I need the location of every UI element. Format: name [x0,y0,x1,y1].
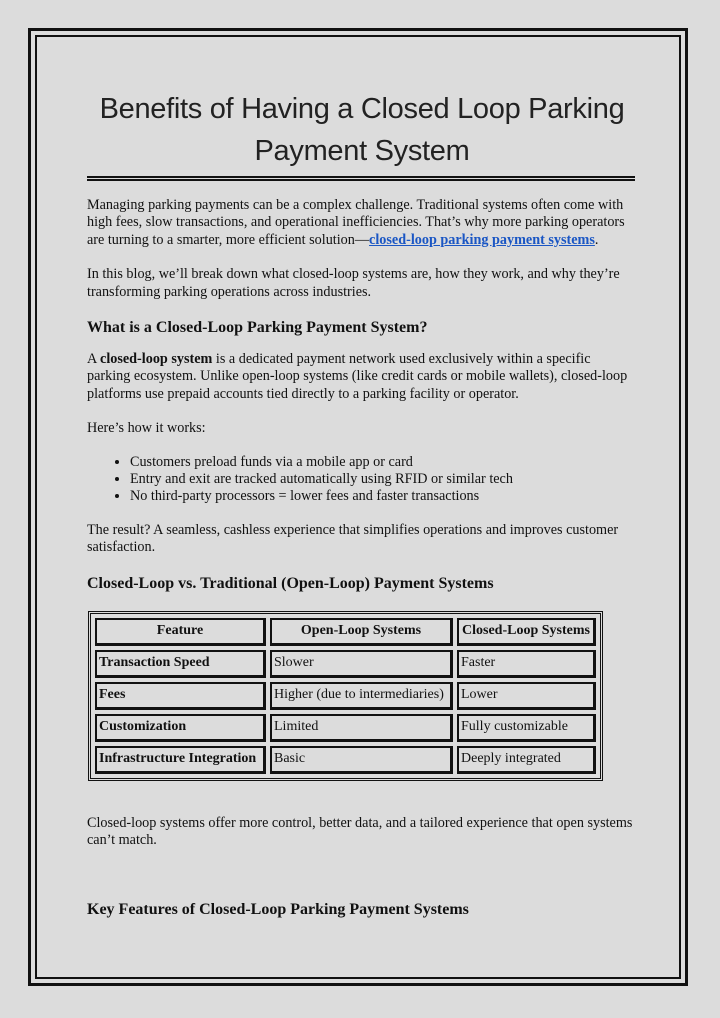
section-heading-key-features: Key Features of Closed-Loop Parking Payment Systems [87,900,469,918]
how-it-works-list [87,454,637,506]
document-body [87,88,637,920]
table-cell: Higher (due to intermediaries) [270,682,453,710]
table-cell: Fully customizable [457,714,596,742]
list-item: • Entry and exit are tracked automatically using RFID or similar tech [130,471,637,488]
table-row [95,682,596,710]
list-item: • No third-party processors = lower fees and faster transactions [130,488,637,505]
definition-paragraph [87,351,637,403]
table-cell: Slower [270,650,453,678]
intro-text-end: . [594,231,599,248]
definition-prefix: A [87,351,101,368]
table-header-cell: Open-Loop Systems [270,618,453,646]
result-paragraph: The result? A seamless, cashless experience that simplifies operations and improves customer satisfaction. [87,521,619,556]
definition-text: is a dedicated payment network used exclusively within a specific parking ecosystem. Unlike open-loop systems (like credit cards or mobile wallets), closed-loop platforms use prepaid accounts tied directly to a parking facility or operator. [87,351,628,402]
summary-paragraph: Closed-loop systems offer more control, better data, and a tailored experience that open systems can’t match. [87,814,633,849]
table-cell: Limited [270,714,453,742]
title-underline [87,176,635,181]
table-cell: Faster [457,650,596,678]
table-cell: Fees [95,682,266,710]
table-row [95,714,596,742]
table-cell: Deeply integrated [457,746,596,774]
table-row [95,746,596,774]
table-header-cell: Closed-Loop Systems [457,618,596,646]
closed-loop-link[interactable]: closed-loop parking payment systems [369,231,595,248]
intro-text: Managing parking payments can be a complex challenge. Traditional systems often come with high fees, slow transactions, and operational inefficiencies. That’s why more parking operators are turning to a smarter, more efficient solution— [87,197,625,248]
table-cell: Transaction Speed [95,650,266,678]
table-header-row [95,618,596,646]
table-cell: Lower [457,682,596,710]
list-item: • Customers preload funds via a mobile app or card [130,454,637,471]
section-heading-what-is: What is a Closed-Loop Parking Payment System? [87,319,428,337]
table-row [95,650,596,678]
table-cell: Customization [95,714,266,742]
section-heading-comparison: Closed-Loop vs. Traditional (Open-Loop) Payment Systems [87,574,494,592]
comparison-table [88,611,603,781]
blog-intro-paragraph: In this blog, we’ll break down what closed-loop systems are, how they work, and why they’re transforming parking operations across industries. [87,266,620,300]
intro-paragraph [87,197,637,249]
definition-bold-term: closed-loop system [100,351,213,368]
table-cell: Infrastructure Integration [95,746,266,774]
table-header-cell: Feature [95,618,266,646]
page-title: Benefits of Having a Closed Loop Parking Payment System [99,93,625,167]
table-cell: Basic [270,746,453,774]
how-it-works-label: Here’s how it works: [87,420,206,437]
